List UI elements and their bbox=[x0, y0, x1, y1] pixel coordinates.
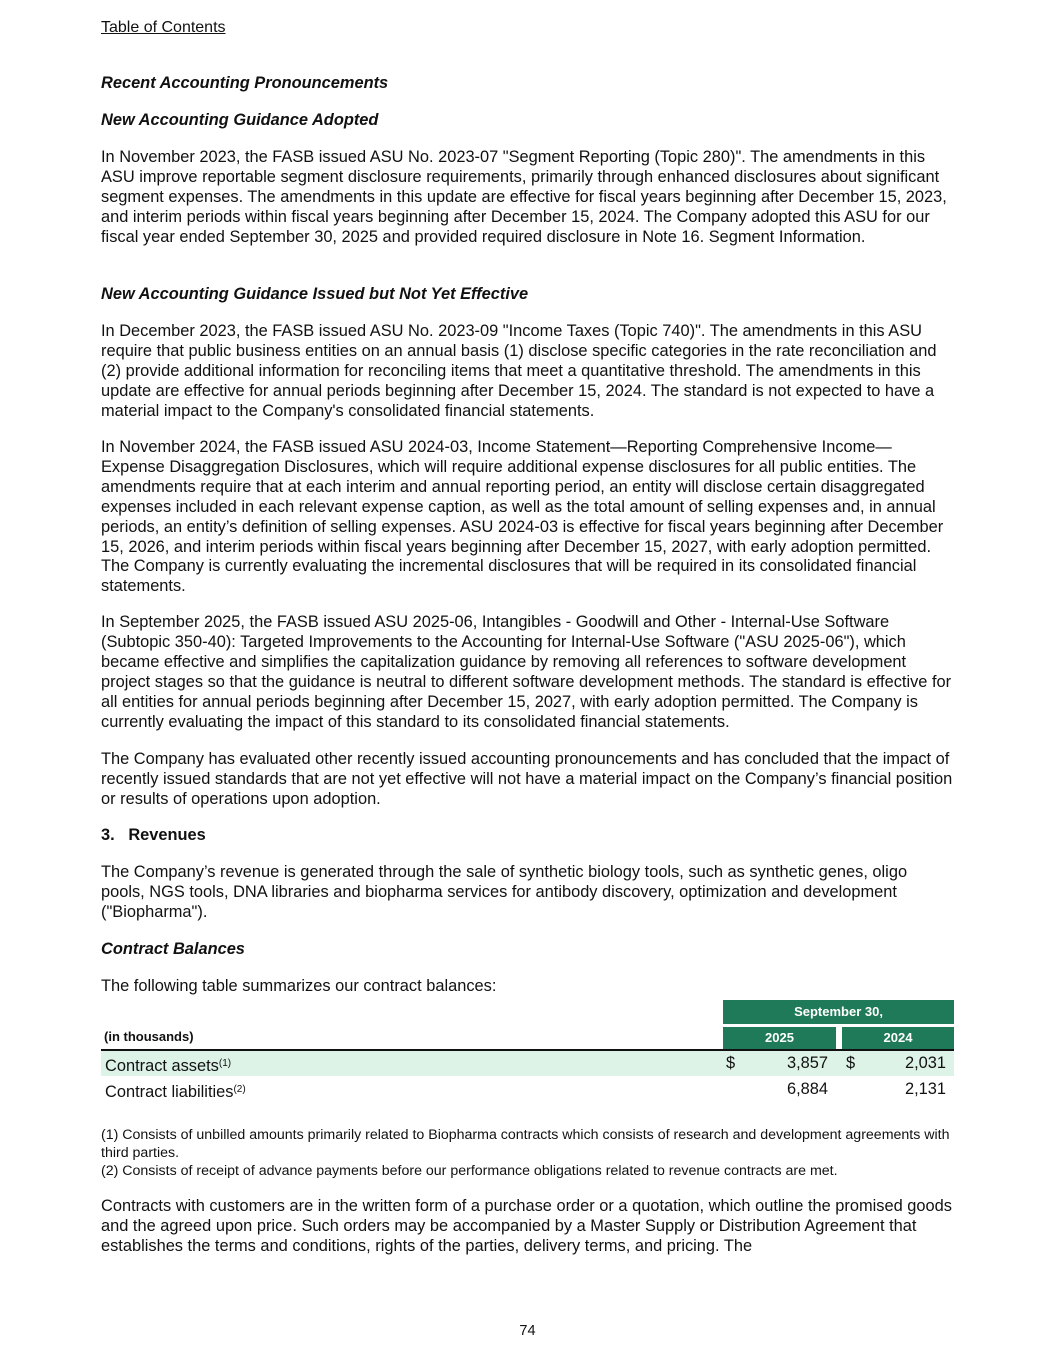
table-of-contents-link[interactable]: Table of Contents bbox=[101, 19, 226, 36]
contract-balances-heading: Contract Balances bbox=[101, 940, 245, 958]
table-row bbox=[101, 1051, 954, 1076]
row-label: Contract liabilities$^{(2)}$ bbox=[105, 1083, 246, 1101]
value-2024: 2,131 bbox=[904, 1080, 946, 1098]
value-2025: 6,884 bbox=[786, 1080, 828, 1098]
other-pronouncements-paragraph: The Company has evaluated other recently issued accounting pronouncements and has concluded that the impact of recently issued standards that are not yet effective will not have a material impact on the Company’s financial position or results of operations upon adoption. bbox=[101, 750, 953, 808]
contract-balances-intro: The following table summarizes our contract balances: bbox=[101, 977, 497, 995]
unit-label: (in thousands) bbox=[104, 1029, 194, 1044]
adopted-paragraph: In November 2023, the FASB issued ASU No. 2023-07 "Segment Reporting (Topic 280)". The amendments in this ASU improve reportable segment disclosure requirements, primarily through enhanced disclosures about significant segment expenses. The amendments in this update are effective for fiscal years beginning after December 15, 2023, and interim periods within fiscal years beginning after December 15, 2024. The Company adopted this ASU for our fiscal year ended September 30, 2025 and provided required disclosure in Note 16. Segment Information. bbox=[101, 148, 947, 246]
recent-pronouncements-heading: Recent Accounting Pronouncements bbox=[101, 74, 389, 92]
revenues-paragraph: The Company’s revenue is generated through the sale of synthetic biology tools, such as synthetic genes, oligo pools, NGS tools, DNA libraries and biopharma services for antibody discovery, optimization and development ("Biopharma"). bbox=[101, 863, 908, 921]
value-2024: 2,031 bbox=[904, 1054, 946, 1072]
value-2025: 3,857 bbox=[786, 1054, 828, 1072]
page-number: 74 bbox=[519, 1323, 536, 1339]
currency-symbol: $ bbox=[726, 1054, 736, 1072]
not-yet-effective-heading: New Accounting Guidance Issued but Not Yet Effective bbox=[101, 285, 529, 303]
expense-disaggregation-paragraph: In November 2024, the FASB issued ASU 2024-03, Income Statement—Reporting Comprehensive Income—Expense Disaggregation Disclosures, which will require additional expense disclosures for all public entities. The amendments require that at each interim and annual reporting period, an entity will disclose certain disaggregated expenses included in each relevant expense caption, as well as the total amount of selling expenses and, in annual periods, an entity’s definition of selling expenses. ASU 2024-03 is effective for fiscal years beginning after December 15, 2026, and interim periods within fiscal years beginning after December 15, 2027, with early adoption permitted. The Company is currently evaluating the incremental disclosures that will be required in its consolidated financial statements. bbox=[101, 438, 944, 596]
period-group-header: September 30, bbox=[723, 1000, 954, 1024]
row-label: Contract assets$^{(1)}$ bbox=[105, 1057, 232, 1075]
income-taxes-paragraph: In December 2023, the FASB issued ASU No. 2023-09 "Income Taxes (Topic 740)". The amendments in this ASU require that public business entities on an annual basis (1) disclose specific categories in the rate reconciliation and (2) provide additional information for reconciling items that meet a quantitative threshold. The amendments in this update are effective for annual periods beginning after December 15, 2024. The standard is not expected to have a material impact to the Company's consolidated financial statements. bbox=[101, 322, 937, 420]
revenues-heading: 3. Revenues bbox=[101, 826, 206, 844]
footnote-1: (1) Consists of unbilled amounts primarily related to Biopharma contracts which consists of research and development agreements with third parties. bbox=[101, 1127, 950, 1161]
internal-use-software-paragraph: In September 2025, the FASB issued ASU 2025-06, Intangibles - Goodwill and Other - Internal-Use Software (Subtopic 350-40): Targeted Improvements to the Accounting for Internal-Use Software ("ASU 2025-06"), which became effective and simplifies the capitalization guidance by removing all references to software development project stages so that the guidance is neutral to different software development methods. The standard is effective for all entities for annual periods beginning after December 15, 2027, with early adoption permitted. The Company is currently evaluating the impact of this standard to its consolidated financial statements. bbox=[101, 613, 952, 731]
currency-symbol: $ bbox=[846, 1054, 856, 1072]
guidance-adopted-heading: New Accounting Guidance Adopted bbox=[101, 111, 379, 129]
table-row bbox=[101, 1077, 954, 1102]
year-header-2025: 2025 bbox=[723, 1027, 836, 1049]
year-header-2024: 2024 bbox=[842, 1027, 954, 1049]
contract-balances-table bbox=[101, 1000, 954, 1110]
footnote-2: (2) Consists of receipt of advance payments before our performance obligations related to revenue contracts are met. bbox=[101, 1163, 838, 1179]
contracts-paragraph: Contracts with customers are in the written form of a purchase order or a quotation, which outline the promised goods and the agreed upon price. Such orders may be accompanied by a Master Supply or Distribution Agreement that establishes the terms and conditions, rights of the parties, delivery terms, and pricing. The bbox=[101, 1197, 952, 1255]
